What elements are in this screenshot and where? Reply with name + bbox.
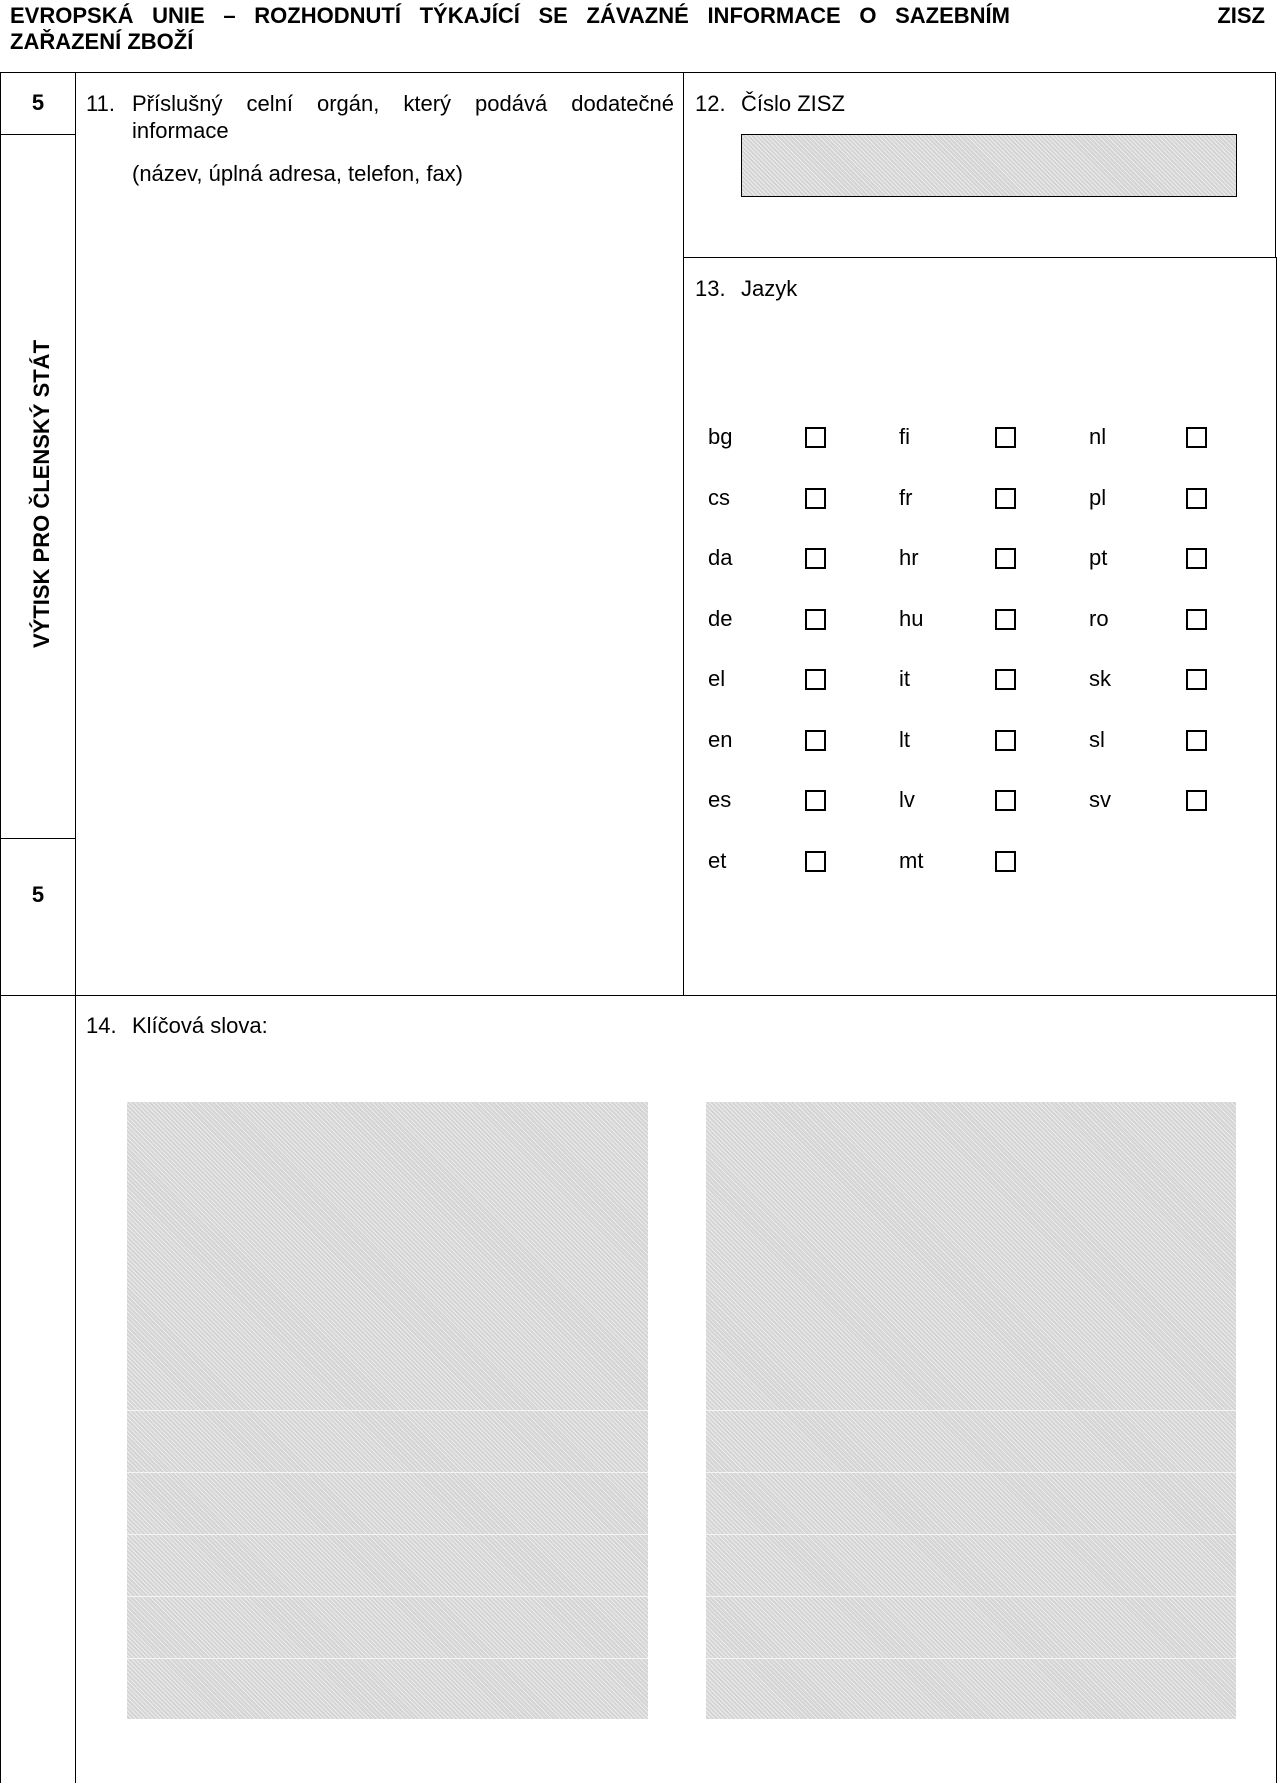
language-label-fi: fi xyxy=(899,424,910,449)
language-checkbox-es[interactable] xyxy=(805,790,826,811)
field-13-label: Jazyk xyxy=(741,276,798,301)
language-checkbox-pl[interactable] xyxy=(1186,488,1207,509)
language-label-ro: ro xyxy=(1089,605,1109,631)
keywords-line xyxy=(127,1534,648,1535)
language-label-et: et xyxy=(708,847,727,873)
frame-right-upper xyxy=(1275,72,1276,257)
language-label-pl: pl xyxy=(1089,484,1107,510)
field-14-number: 14. xyxy=(86,1013,117,1038)
language-label-hr: hr xyxy=(899,545,919,570)
frame-left xyxy=(0,72,1,1783)
language-checkbox-ro[interactable] xyxy=(1186,609,1207,630)
keywords-line xyxy=(706,1472,1236,1473)
language-checkbox-hu[interactable] xyxy=(995,609,1016,630)
title-line-2: ZAŘAZENÍ ZBOŽÍ xyxy=(10,29,194,54)
language-label-sv: sv xyxy=(1089,787,1111,812)
language-checkbox-de[interactable] xyxy=(805,609,826,630)
upper-column-divider xyxy=(683,72,684,995)
keywords-line xyxy=(127,1596,648,1597)
copy-label-vertical: VÝTISK PRO ČLENSKÝ STÁT xyxy=(29,339,54,649)
side-top-separator xyxy=(0,134,76,135)
language-checkbox-sk[interactable] xyxy=(1186,669,1207,690)
language-label-en: en xyxy=(708,726,733,752)
language-checkbox-en[interactable] xyxy=(805,730,826,751)
language-checkbox-hr[interactable] xyxy=(995,548,1016,569)
field-11-label-cont: informace xyxy=(132,118,229,143)
side-bottom-separator xyxy=(0,838,76,839)
language-checkbox-pt[interactable] xyxy=(1186,548,1207,569)
keywords-line xyxy=(127,1658,648,1659)
language-label-el: el xyxy=(708,666,726,691)
keywords-line xyxy=(706,1410,1236,1411)
language-label-sk: sk xyxy=(1089,666,1111,691)
frame-top xyxy=(0,72,1276,73)
field12-bottom-border xyxy=(683,257,1277,258)
side-number-top: 5 xyxy=(31,90,45,115)
language-label-pt: pt xyxy=(1089,545,1108,570)
language-checkbox-fi[interactable] xyxy=(995,427,1016,448)
field-13-number: 13. xyxy=(695,276,726,301)
language-checkbox-et[interactable] xyxy=(805,851,826,872)
language-checkbox-it[interactable] xyxy=(995,669,1016,690)
language-label-es: es xyxy=(708,787,732,812)
language-checkbox-da[interactable] xyxy=(805,548,826,569)
language-checkbox-cs[interactable] xyxy=(805,488,826,509)
language-checkbox-mt[interactable] xyxy=(995,851,1016,872)
field-12-number: 12. xyxy=(695,91,726,116)
language-label-mt: mt xyxy=(899,847,924,873)
language-label-da: da xyxy=(708,545,733,570)
language-checkbox-sl[interactable] xyxy=(1186,730,1207,751)
keywords-line xyxy=(706,1596,1236,1597)
language-checkbox-el[interactable] xyxy=(805,669,826,690)
language-label-hu: hu xyxy=(899,605,924,631)
language-checkbox-lt[interactable] xyxy=(995,730,1016,751)
form-code: ZISZ xyxy=(1217,3,1265,28)
field-11[interactable] xyxy=(86,90,674,187)
zisz-number-field[interactable] xyxy=(741,134,1237,197)
language-label-it: it xyxy=(899,666,910,691)
language-label-lt: lt xyxy=(899,726,910,752)
field-14-heading xyxy=(86,1012,268,1039)
language-label-bg: bg xyxy=(708,424,733,449)
language-checkbox-bg[interactable] xyxy=(805,427,826,448)
keywords-line xyxy=(706,1658,1236,1659)
keywords-line xyxy=(706,1534,1236,1535)
keywords-line xyxy=(127,1472,648,1473)
document-title xyxy=(10,3,1010,55)
language-checkbox-fr[interactable] xyxy=(995,488,1016,509)
language-label-fr: fr xyxy=(899,484,913,510)
language-label-cs: cs xyxy=(708,484,730,510)
section-separator xyxy=(0,995,1277,996)
field-13-heading xyxy=(695,275,797,302)
language-label-lv: lv xyxy=(899,787,915,812)
side-number-bottom: 5 xyxy=(31,882,45,907)
language-checkbox-nl[interactable] xyxy=(1186,427,1207,448)
language-label-de: de xyxy=(708,605,733,631)
language-checkbox-lv[interactable] xyxy=(995,790,1016,811)
language-label-sl: sl xyxy=(1089,726,1105,752)
field-12-heading xyxy=(695,90,845,117)
language-checkbox-sv[interactable] xyxy=(1186,790,1207,811)
field-11-note: (název, úplná adresa, telefon, fax) xyxy=(132,161,464,186)
field-14-label: Klíčová slova: xyxy=(132,1013,268,1038)
title-line-1: EVROPSKÁ UNIE – ROZHODNUTÍ TÝKAJÍCÍ SE ZÁVAZNÉ INFORMACE O SAZEBNÍM xyxy=(10,3,1010,28)
field-11-number: 11. xyxy=(86,91,115,116)
field-12-label: Číslo ZISZ xyxy=(741,91,845,116)
side-column-divider xyxy=(75,72,76,1783)
language-label-nl: nl xyxy=(1089,424,1107,449)
keywords-line xyxy=(127,1410,648,1411)
field-11-label: Příslušný celní orgán, který podává dodatečné xyxy=(132,91,674,116)
